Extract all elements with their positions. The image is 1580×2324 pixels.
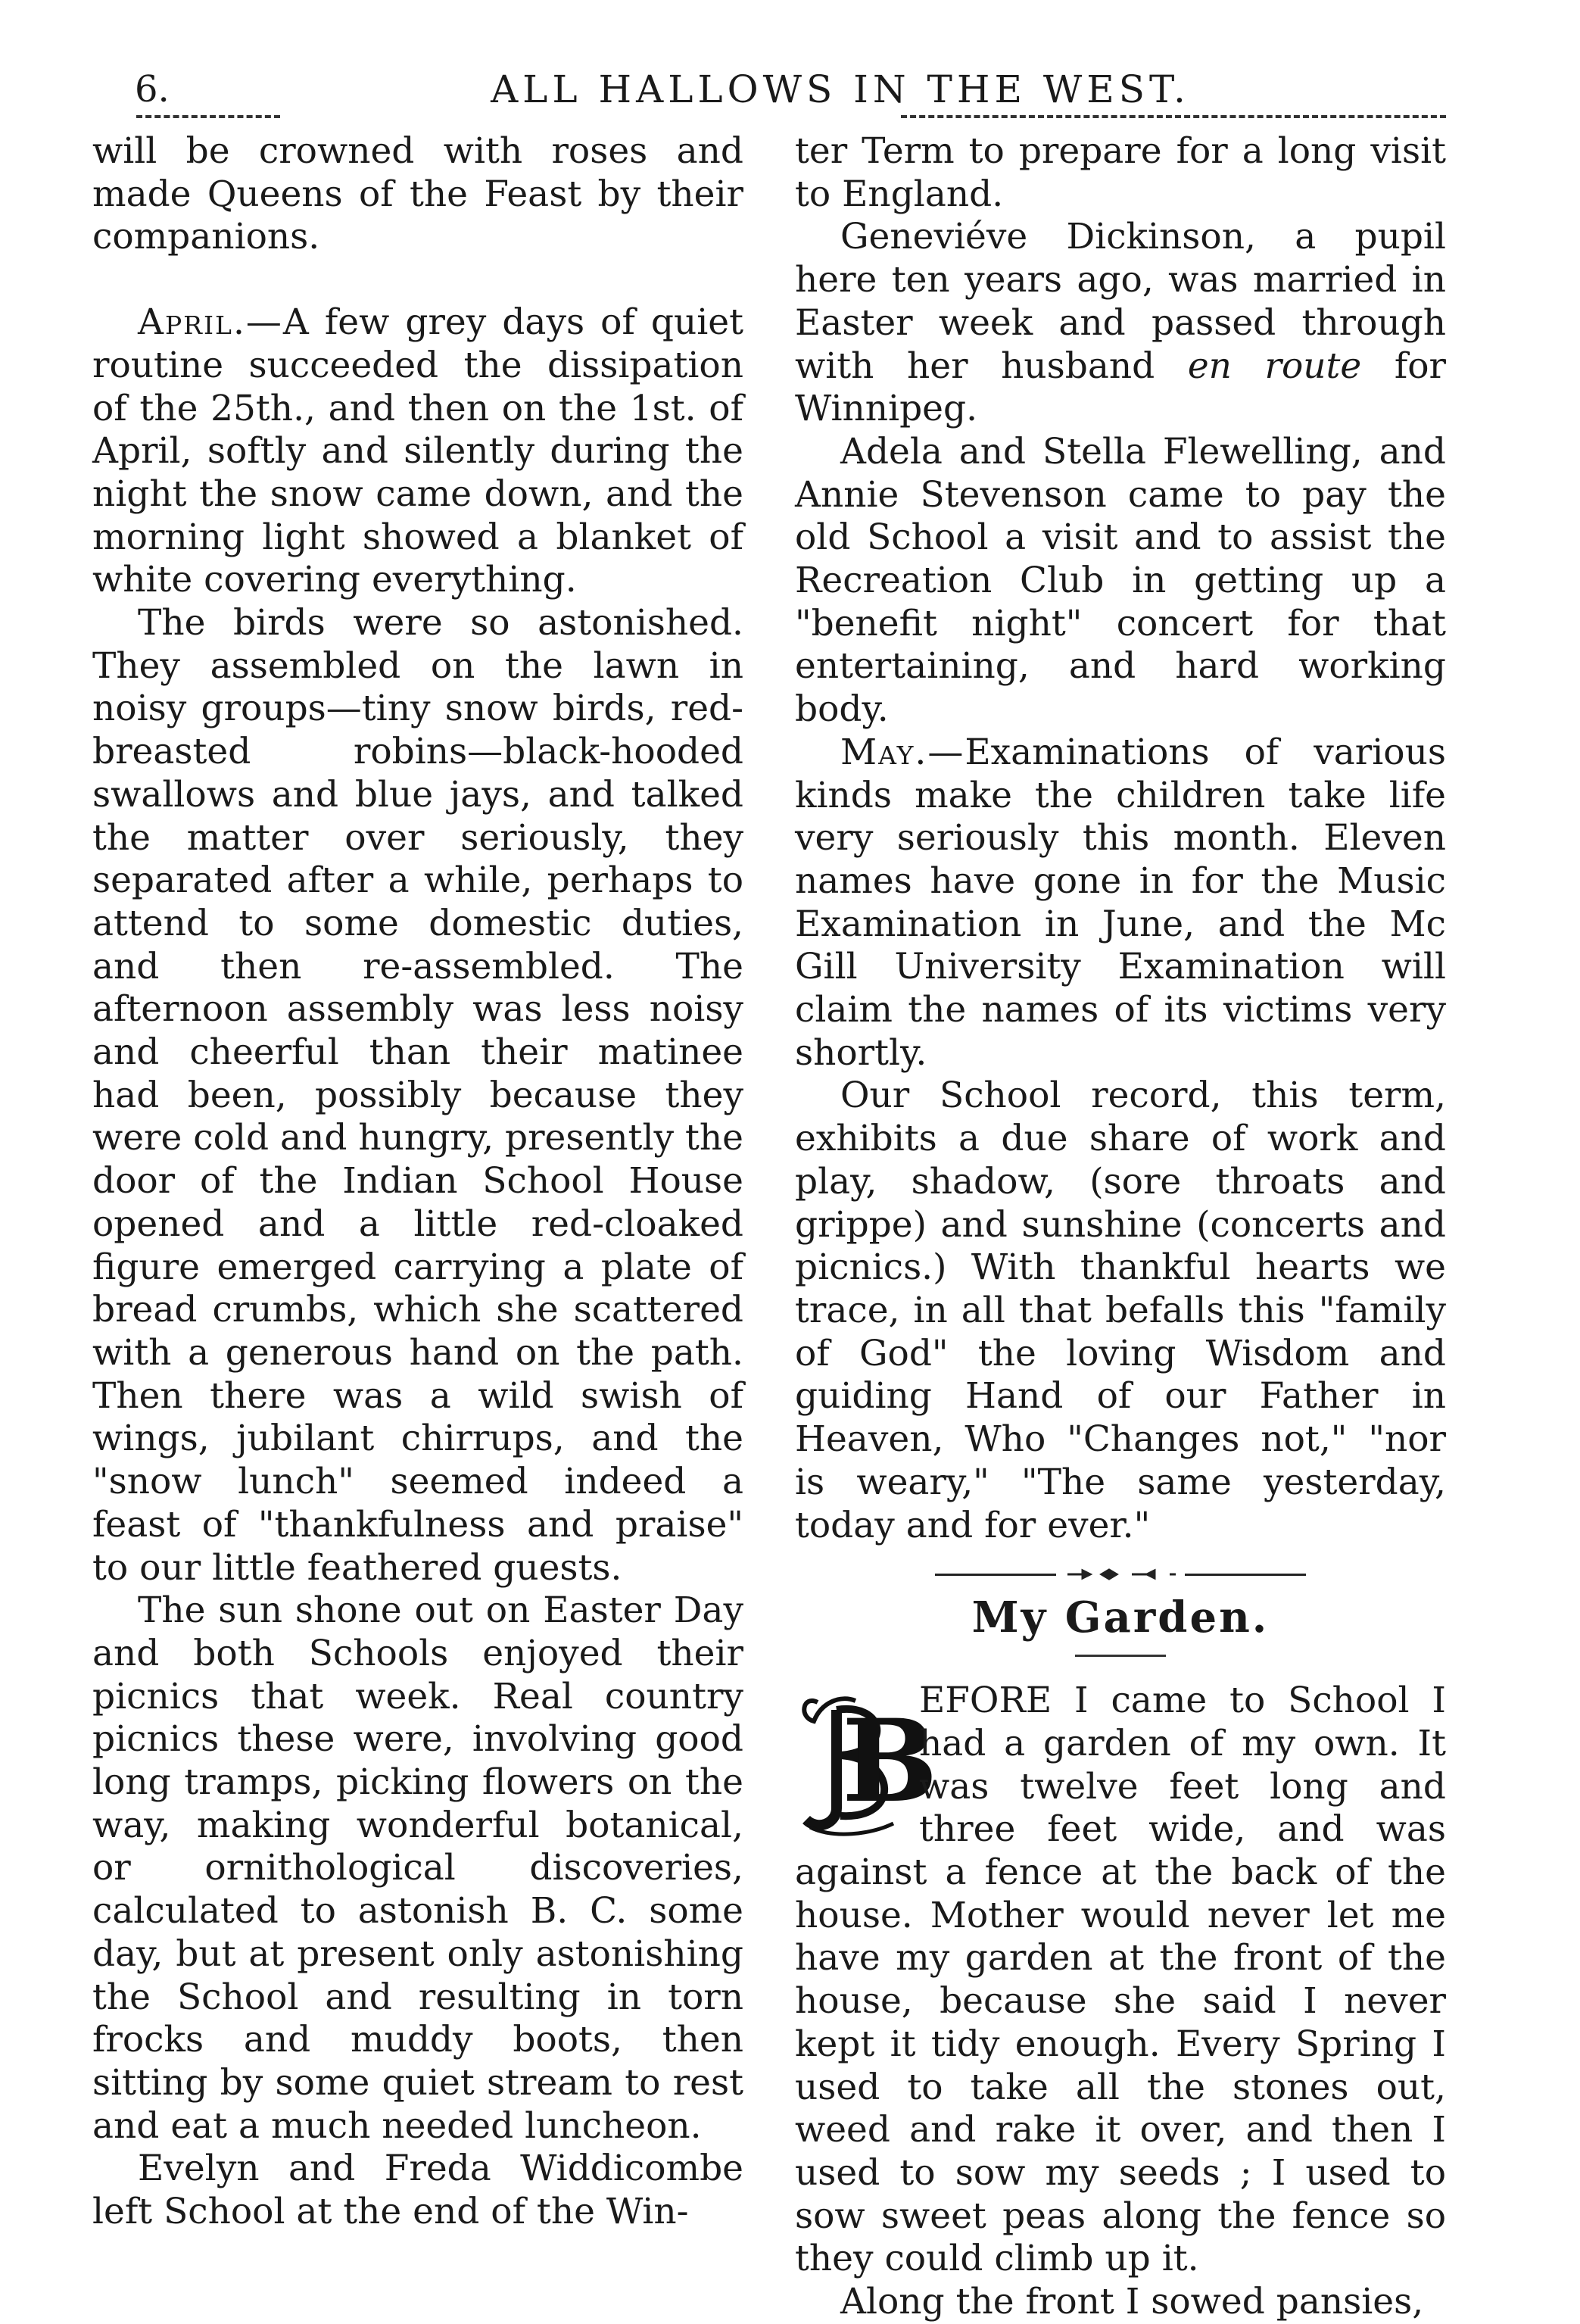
paragraph-dickinson [795,216,1446,431]
article-body [795,1680,1446,2324]
divider-line [1185,1574,1306,1576]
paragraph: Adela and Stella Flewelling, and Annie Stevenson came to pay the old School a visit and to assist the Recreation Club in getting up a "benefit night" concert for that entertaining, and hard working body. [795,430,1446,731]
ornamental-divider [795,1564,1446,1583]
paragraph: The sun shone out on Easter Day and both Schools enjoyed their picnics that week. Real country picnics these were, involving good long tramps, picking flowers on the way, making wonderful botanical, or ornithological discoveries, calculated to astonish B. C. some day, but at present only astonishing the School and resulting in torn frocks and muddy boots, then sitting by some quiet stream to rest and eat a much needed luncheon. [92,1589,743,2147]
section-heading-april: April.— [138,301,283,344]
paragraph-text: A few grey days of quiet routine succeeded the dissipation of the 25th., and then on the 1st. of April, softly and silently during the night the snow came down, and the morning light showed a blanket of white covering everything. [92,301,743,601]
header-rule-right [901,115,1446,118]
paragraph: will be crowned with roses and made Queens of the Feast by their companions. [92,130,743,258]
section-heading-may: May.— [840,731,965,773]
paragraph: ter Term to prepare for a long visit to England. [795,130,1446,215]
article-title: My Garden. [971,1592,1270,1643]
paragraph-april [92,301,743,602]
paragraph: Along the front I sowed pansies, [840,2281,1424,2323]
paragraph-text: Examinations of various kinds make the children take life very seriously this month. Eleven names have gone in for the Music Examination in June, and the Mc Gill University Examination will claim the names of its victims very shortly. [795,731,1446,1074]
page-number: 6. [135,68,170,111]
title-rule [1075,1655,1166,1657]
paragraph-text: for Winnipeg. [795,345,1446,430]
paragraph: Our School record, this term, exhibits a due share of work and play, shadow, (sore throats and grippe) and sunshine (concerts and picnics.) With thankful hearts we trace, in all that befalls this "family of God" the loving Wisdom and guiding Hand of our Father in Heaven, Who "Changes not," "nor is weary," "The same yesterday, today and for ever." [795,1075,1446,1546]
running-title: ALL HALLOWS IN THE WEST. [491,67,1190,111]
paragraph: The birds were so astonished. They assembled on the lawn in noisy groups—tiny snow birds, red-breasted robins—black-hooded swallows and blue jays, and talked the matter over seriously, they separated after a while, perhaps to attend to some domestic duties, and then re-assembled. The afternoon assembly was less noisy and cheerful than their matinee had been, possibly because they were cold and hungry, presently the door of the Indian School House opened and a little red-cloaked figure emerged carrying a plate of bread crumbs, which she scattered with a generous hand on the path. Then there was a wild swish of wings, jubilant chirrups, and the "snow lunch" seemed indeed a feast of "thankfulness and praise" to our little feathered guests. [92,602,743,1589]
page-header [0,59,1580,120]
header-rule-left [136,115,280,118]
right-column [795,130,1446,2324]
dropcap-b-icon [795,1680,938,1839]
svg-text:B: B [842,1695,938,1829]
left-column [92,130,743,2234]
italic-phrase: en route [1187,345,1362,387]
ornament-icon [1064,1567,1177,1582]
paragraph-text: Geneviéve Dickinson, a pupil here ten years ago, was married in Easter week and passed through with her husband [795,216,1446,387]
paragraph-may [795,732,1446,1075]
paragraph: EFORE I came to School I had a garden of my own. It was twelve feet long and three feet wide, and was against a fence at the back of the house. Mother would never let me have my garden at the front of the house, because she said I never kept it tidy enough. Every Spring I used to take all the stones out, weed and rake it over, and then I used to sow my seeds ; I used to sow sweet peas along the fence so they could climb up it. [795,1680,1446,2280]
paragraph: Evelyn and Freda Widdicombe left School at the end of the Win- [92,2148,743,2233]
divider-line [935,1574,1056,1576]
